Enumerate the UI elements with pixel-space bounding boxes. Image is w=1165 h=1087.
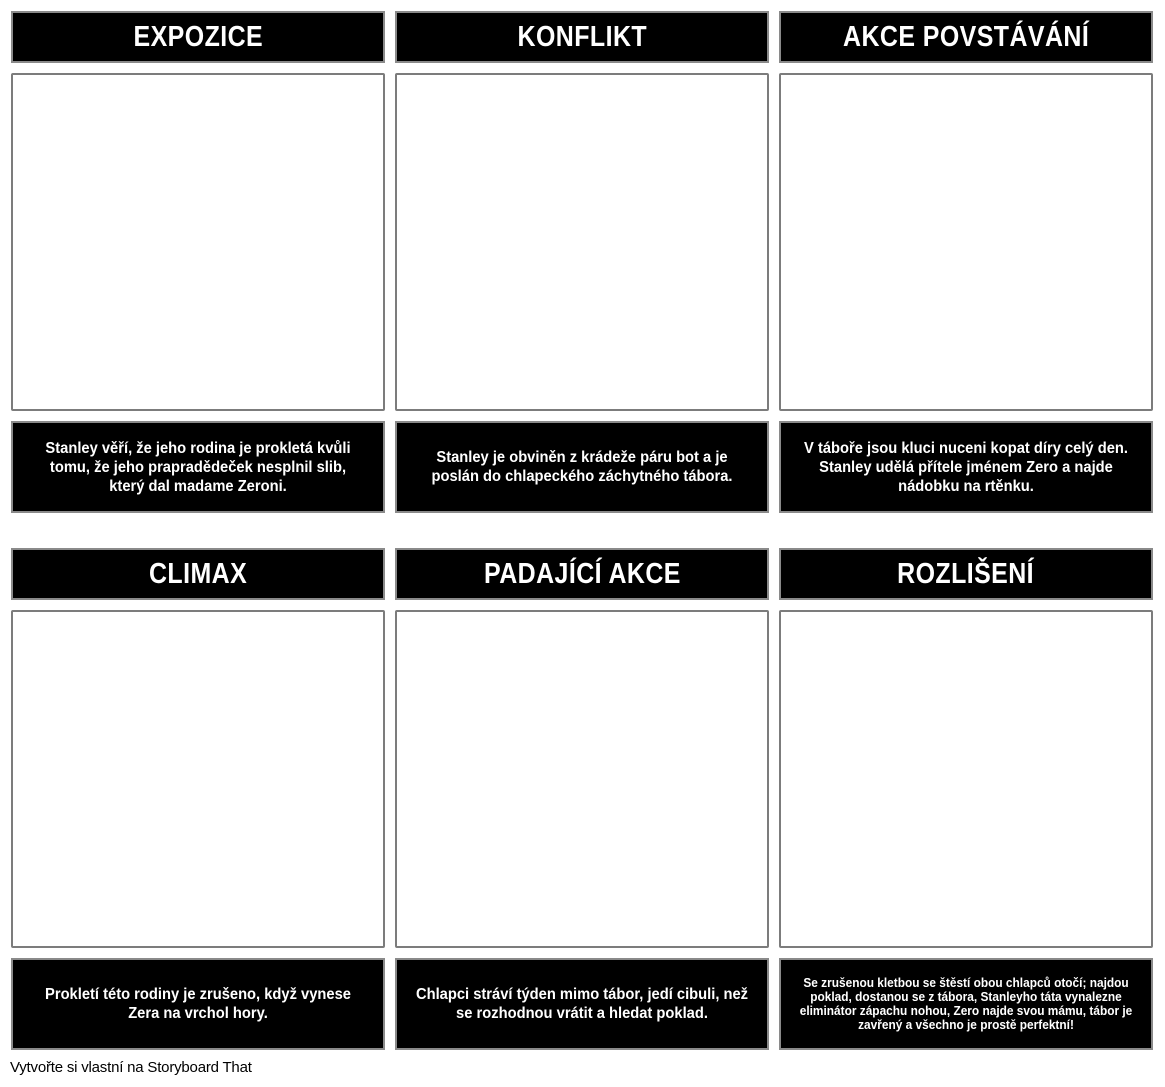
cell-title: [395, 11, 769, 63]
cell-caption-text: Stanley je obviněn z krádeže páru bot a je poslán do chlapeckého záchytného tábora.: [431, 449, 733, 485]
footer-attribution[interactable]: Vytvořte si vlastní na Storyboard That: [10, 1059, 252, 1076]
cell-title-text: CLIMAX: [148, 557, 248, 590]
cell-caption-text: Se zrušenou kletbou se štěstí obou chlapců otočí; najdou poklad, dostanou se z tábora, Stanleyho táta vynalezne eliminátor zápachu nohou, Zero najde svou mámu, tábor je zavřený a všechno je prostě perfektní!: [799, 976, 1133, 1032]
cell-title: [779, 11, 1153, 63]
image-frame: [395, 73, 769, 411]
image-frame: [11, 73, 385, 411]
cell-title-text: ROZLIŠENÍ: [897, 557, 1035, 590]
image-frame: [395, 610, 769, 948]
image-frame: [779, 610, 1153, 948]
cell-caption: [395, 958, 769, 1050]
cell-caption-text: Stanley věří, že jeho rodina je prokletá kvůli tomu, že jeho prapradědeček nesplnil slib, který dal madame Zeroni.: [45, 439, 351, 495]
cell-title: [11, 548, 385, 600]
cell-caption: [395, 421, 769, 513]
cell-title: [779, 548, 1153, 600]
cell-caption-text: V táboře jsou kluci nuceni kopat díry celý den. Stanley udělá přítele jménem Zero a najde nádobku na rtěnku.: [804, 439, 1128, 495]
image-frame: [779, 73, 1153, 411]
cell-title-text: KONFLIKT: [517, 20, 647, 53]
cell-title-text: AKCE POVSTÁVÁNÍ: [842, 20, 1090, 53]
cell-title: [11, 11, 385, 63]
cell-caption: [11, 958, 385, 1050]
cell-caption: [779, 958, 1153, 1050]
cell-caption-text: Prokletí této rodiny je zrušeno, když vynese Zera na vrchol hory.: [45, 986, 351, 1022]
cell-title-text: EXPOZICE: [133, 20, 263, 53]
cell-caption: [779, 421, 1153, 513]
cell-title-text: PADAJÍCÍ AKCE: [483, 557, 681, 590]
image-frame: [11, 610, 385, 948]
cell-title: [395, 548, 769, 600]
cell-caption-text: Chlapci stráví týden mimo tábor, jedí cibuli, než se rozhodnou vrátit a hledat poklad.: [415, 986, 749, 1022]
cell-caption: [11, 421, 385, 513]
